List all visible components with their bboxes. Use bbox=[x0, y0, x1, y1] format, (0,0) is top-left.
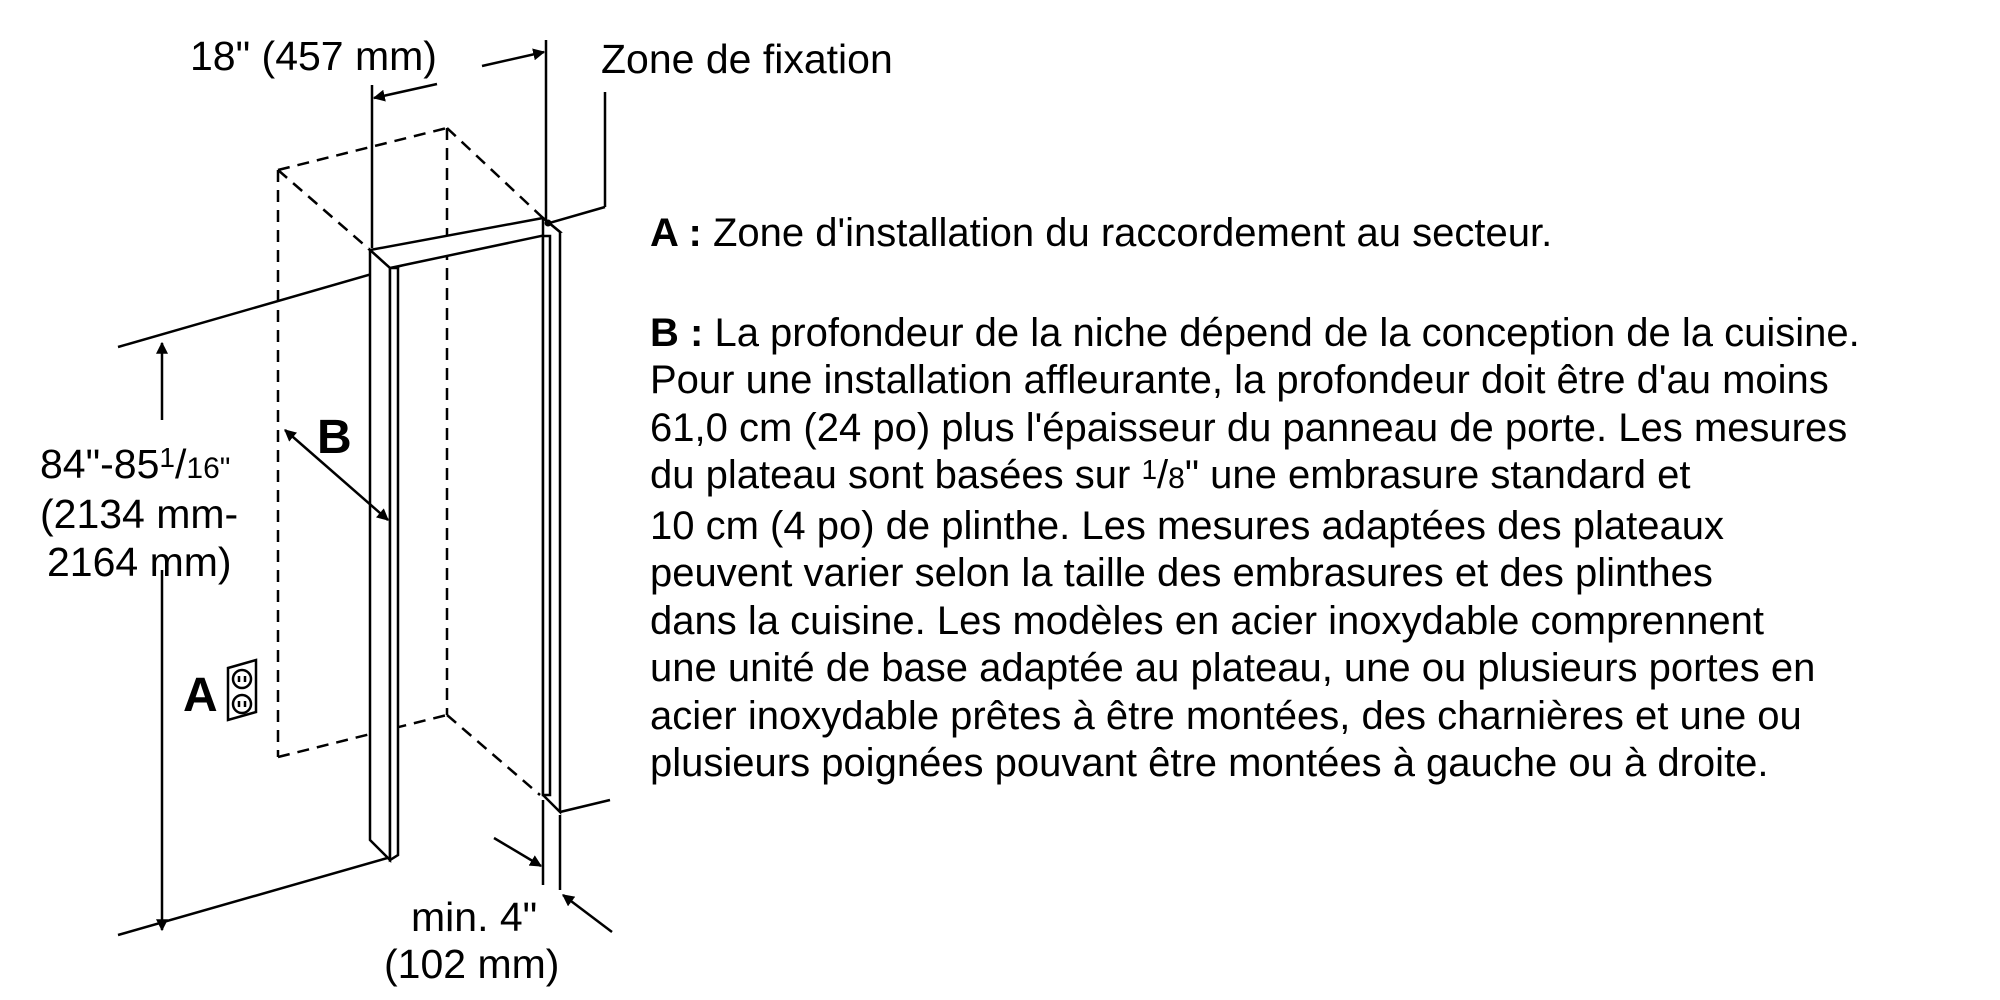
legend-b-frac-slash: / bbox=[1157, 453, 1169, 497]
legend-b-line: Pour une installation affleurante, la profondeur doit être d'au moins bbox=[650, 358, 1829, 402]
height-frac-den: 16" bbox=[186, 452, 231, 485]
width-label: 18" (457 mm) bbox=[190, 33, 437, 79]
legend-b-line: une unité de base adaptée au plateau, une ou plusieurs portes en bbox=[650, 646, 1816, 690]
legend-b-line: acier inoxydable prêtes à être montées, des charnières et une ou bbox=[650, 693, 1802, 738]
legend-b-frac-den: 8 bbox=[1168, 462, 1185, 495]
legend-b-text: " une embrasure standard et bbox=[1184, 453, 1691, 497]
legend-b bbox=[650, 310, 1990, 788]
height-label bbox=[40, 440, 230, 493]
legend-b-text: La profondeur de la niche dépend de la conception de la cuisine. bbox=[703, 310, 1860, 355]
panel-frame bbox=[370, 218, 560, 860]
height-frac-num: 1 bbox=[159, 442, 175, 473]
legend-b-line bbox=[650, 310, 1990, 358]
legend-a bbox=[650, 210, 1990, 258]
outlet-icon bbox=[228, 660, 256, 720]
mount-point bbox=[545, 220, 552, 227]
legend-b-line: peuvent varier selon la taille des embrasures et des plinthes bbox=[650, 551, 1713, 595]
mount-zone-label: Zone de fixation bbox=[601, 36, 893, 82]
plinth-label-line2: (102 mm) bbox=[384, 941, 560, 987]
height-mm-line2: 2164 mm) bbox=[47, 539, 232, 585]
legend-b-frac-num: 1 bbox=[1141, 454, 1158, 485]
legend-b-line: 61,0 cm (24 po) plus l'épaisseur du panneau de porte. Les mesures bbox=[650, 405, 1848, 450]
height-main: 84"-85 bbox=[40, 441, 160, 487]
legend-b-line: dans la cuisine. Les modèles en acier inoxydable comprennent bbox=[650, 598, 1765, 643]
legend bbox=[650, 210, 1990, 788]
legend-b-line: 10 cm (4 po) de plinthe. Les mesures adaptées des plateaux bbox=[650, 503, 1724, 548]
legend-a-key: A : bbox=[650, 211, 702, 255]
marker-a: A bbox=[183, 669, 218, 722]
plinth-label-line1: min. 4" bbox=[411, 894, 538, 940]
marker-b: B bbox=[317, 411, 352, 464]
legend-b-line bbox=[650, 452, 1990, 503]
legend-b-text: du plateau sont basées sur bbox=[650, 453, 1142, 497]
height-mm-line1: (2134 mm- bbox=[40, 491, 239, 537]
height-frac-slash: / bbox=[175, 441, 187, 487]
legend-a-text: Zone d'installation du raccordement au secteur. bbox=[701, 211, 1553, 255]
legend-b-key: B : bbox=[650, 310, 704, 355]
legend-b-line: plusieurs poignées pouvant être montées à gauche ou à droite. bbox=[650, 741, 1769, 785]
